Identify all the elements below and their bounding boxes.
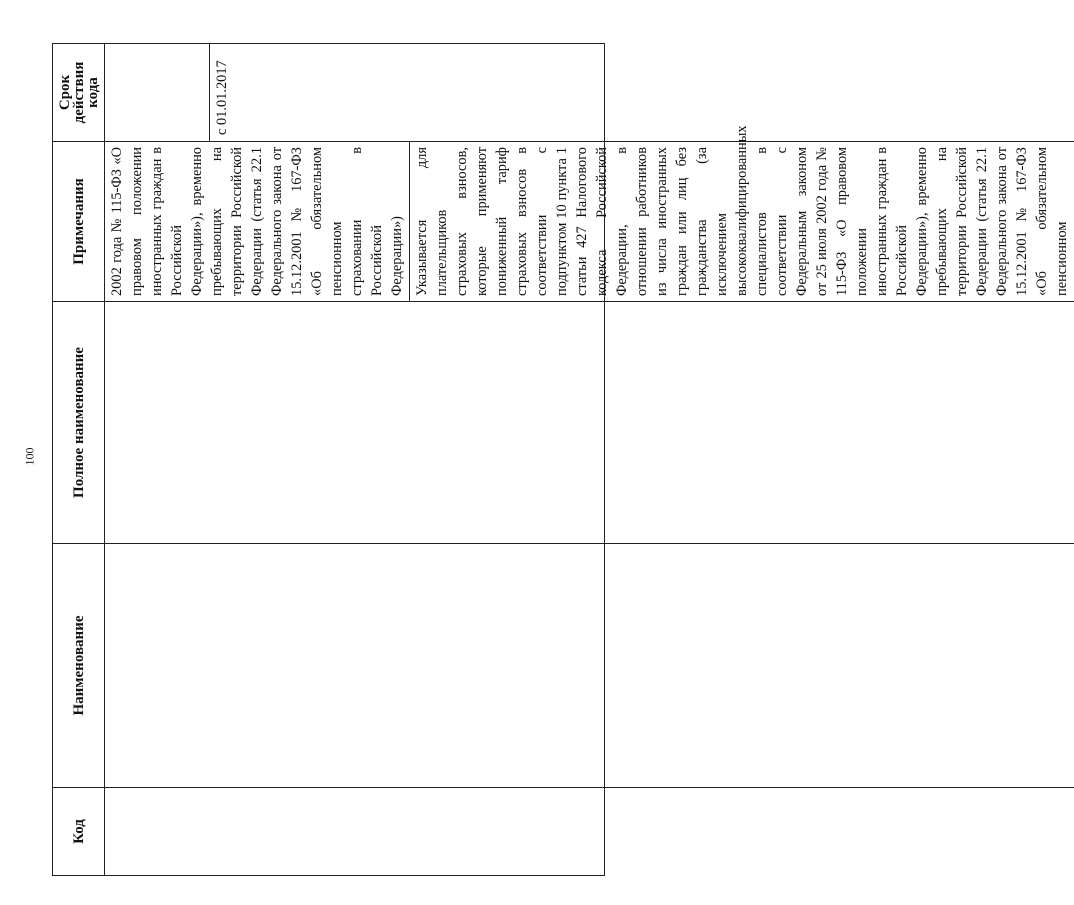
codes-table-wrapper bbox=[52, 43, 1070, 876]
validity-empty bbox=[105, 44, 209, 141]
cell-remarks bbox=[105, 125, 1074, 301]
header-validity: Срок действия кода bbox=[53, 44, 105, 141]
header-full-name: Полное наименование bbox=[53, 301, 105, 543]
page-number-text: 100 bbox=[22, 447, 37, 465]
page-number bbox=[22, 445, 38, 467]
header-remarks: Примечания bbox=[53, 141, 105, 301]
header-code: Код bbox=[53, 787, 105, 875]
remark-block-1: 2002 года № 115-ФЗ «О правовом положении иностранных граждан в Российской Федерации»), временно пребывающих на территории Российской Федерации (статья 22.1 Федерального закона от 15.12.2001 № 167-ФЗ «Об обязательном пенсионном страховании в Российской Федерации») bbox=[109, 147, 405, 296]
cell-validity bbox=[105, 44, 1074, 141]
cell-code bbox=[105, 787, 1074, 875]
cell-full-name bbox=[105, 301, 1074, 543]
header-name: Наименование bbox=[53, 543, 105, 787]
remark-block-2: Указывается для плательщиков страховых взносов, которые применяют пониженный тариф страховых взносов в соответствии с подпунктом 10 пункта 1 статьи 427 Налогового кодекса Российской Федерации, в отношении работников из числа иностранных граждан или лиц без гражданства (за исключением высококвалифицированных специалистов в соответствии с Федеральным законом от 25 июля 2002 года № 115-ФЗ «О правовом положении иностранных граждан в Российской Федерации»), временно пребывающих на территории Российской Федерации (статья 22.1 Федерального закона от 15.12.2001 № 167-ФЗ «Об обязательном пенсионном bbox=[409, 142, 1074, 301]
validity-date: с 01.01.2017 bbox=[209, 44, 235, 141]
cell-name bbox=[105, 543, 1074, 787]
codes-table bbox=[52, 43, 1070, 876]
